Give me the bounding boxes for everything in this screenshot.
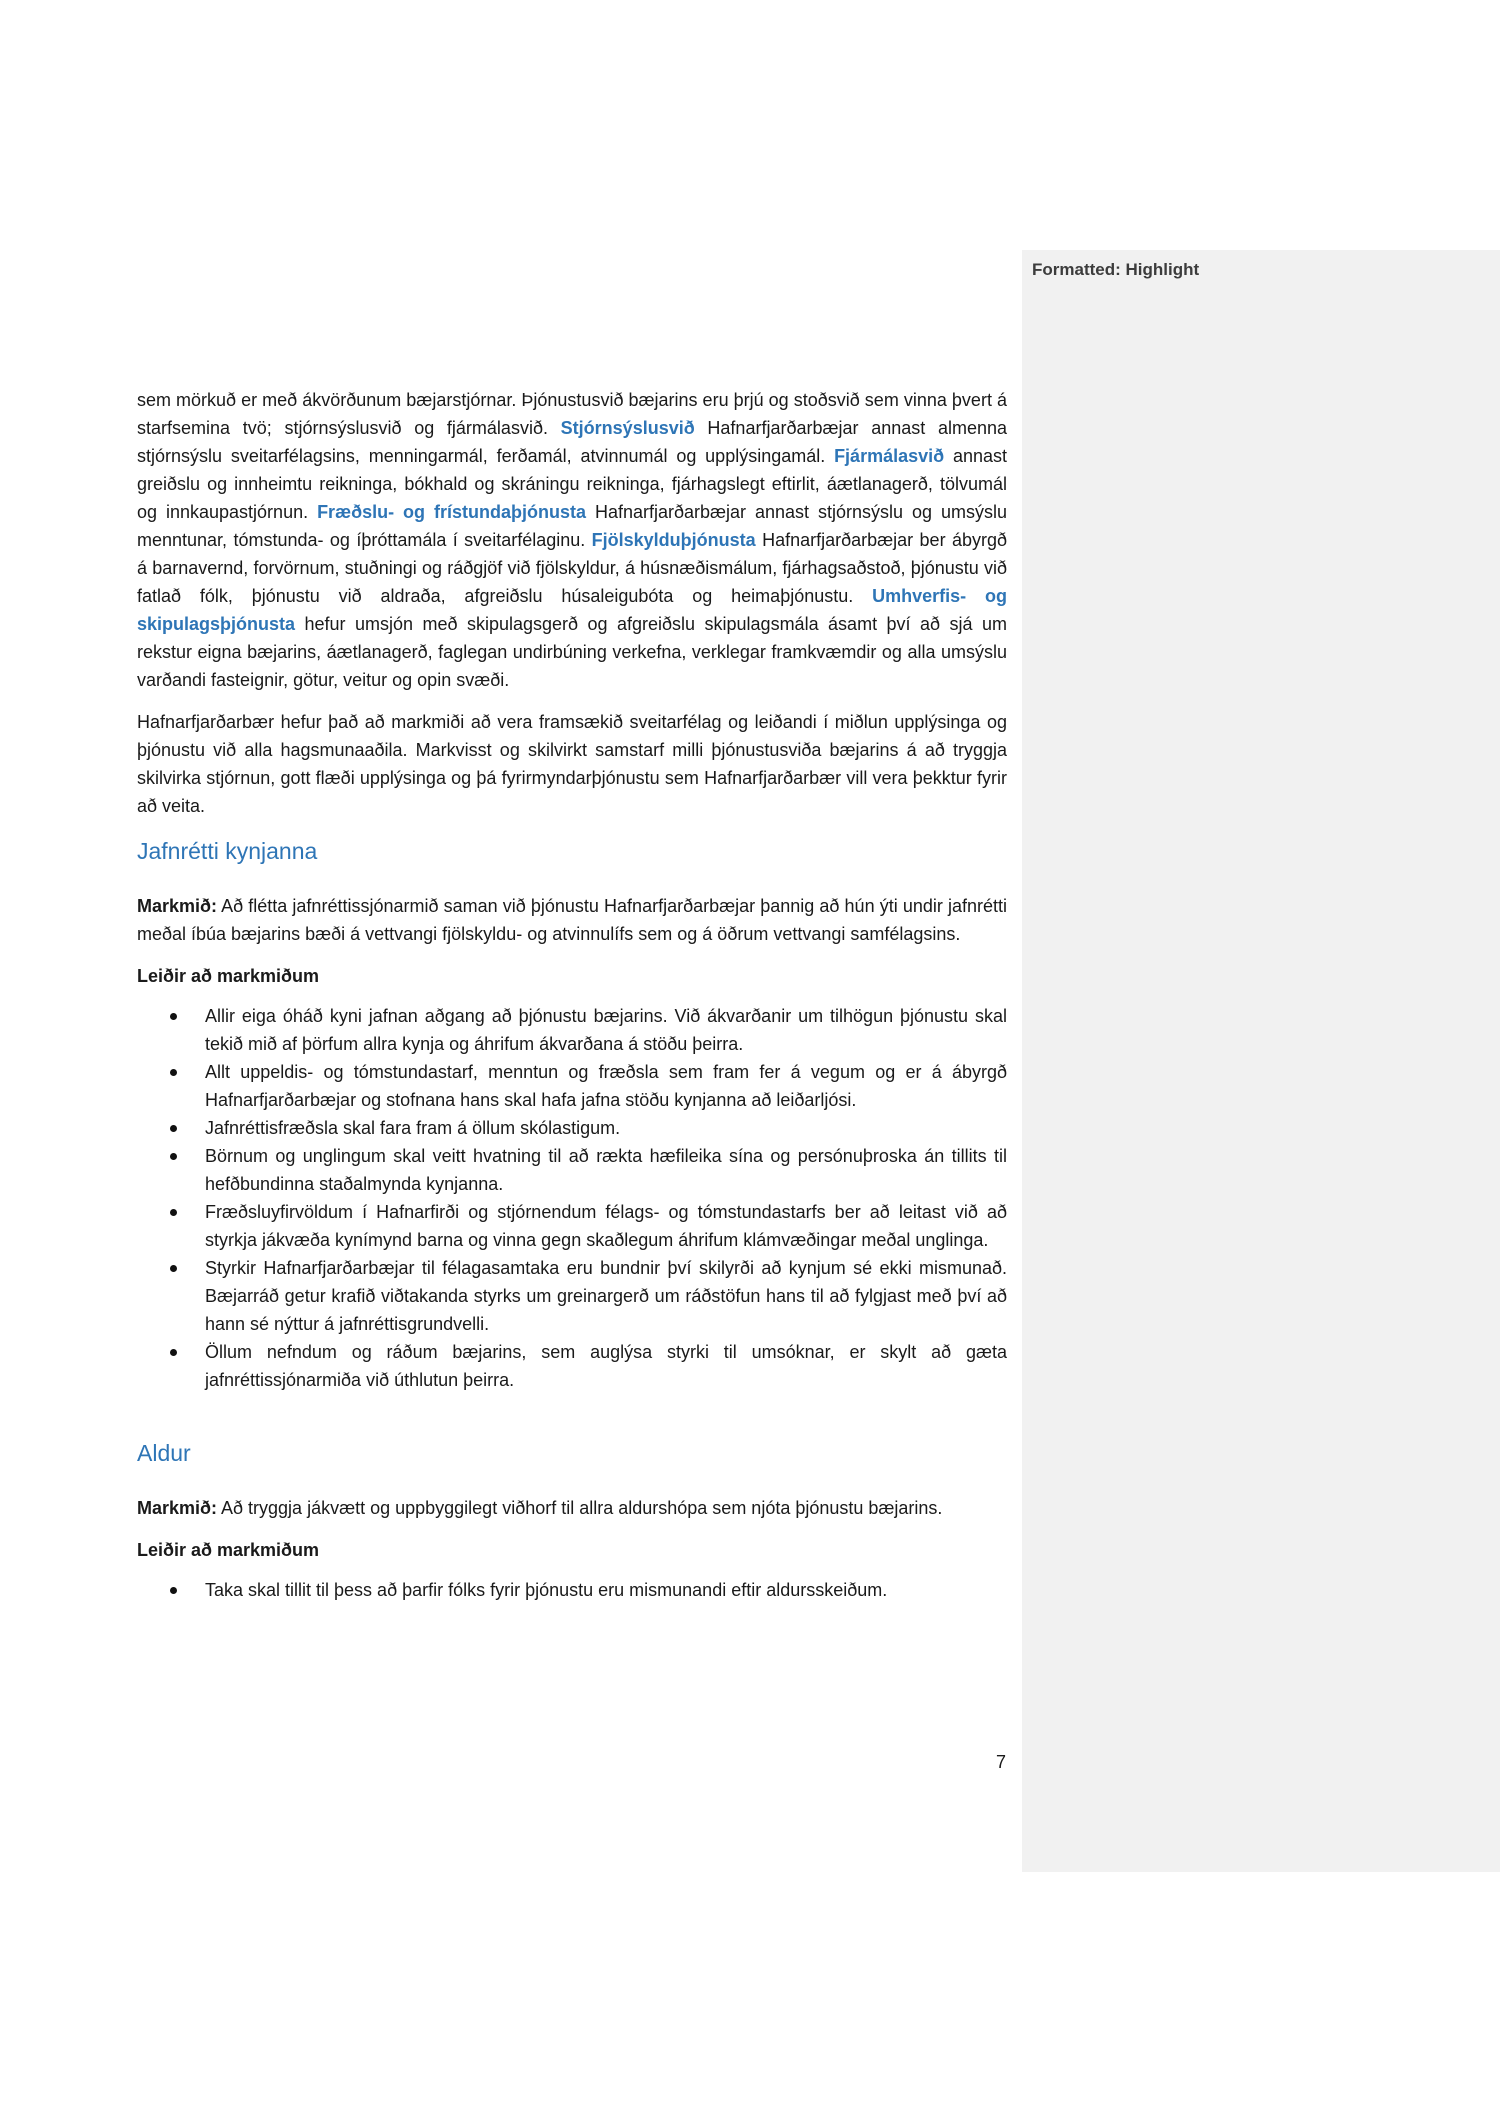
list-item-text: Allir eiga óháð kyni jafnan aðgang að þjónustu bæjarins. Við ákvarðanir um tilhögun þjónustu skal tekið mið af þörfum allra kynja og áhrifum ákvarðana á stöðu þeirra.: [205, 1006, 1007, 1054]
text-run: hefur umsjón með skipulagsgerð og afgreiðslu skipulagsmála ásamt því að sjá um rekstur eigna bæjarins, áætlanagerð, faglegan undirbúning verkefna, verklegar framkvæmdir og alla umsýslu varðandi fasteignir, götur, veitur og opin svæði.: [137, 614, 1007, 690]
goal-paragraph: [137, 892, 1007, 948]
bullet-icon: [170, 1349, 177, 1356]
goal-paragraph: [137, 1494, 1007, 1522]
list-item: [137, 1254, 1007, 1338]
list-item-text: Allt uppeldis- og tómstundastarf, menntun og fræðsla sem fram fer á vegum og er á ábyrgð Hafnarfjarðarbæjar og stofnana hans skal hafa jafna stöðu kynjanna að leiðarljósi.: [205, 1062, 1007, 1110]
list-item: [137, 1338, 1007, 1394]
goal-text: Að flétta jafnréttissjónarmið saman við þjónustu Hafnarfjarðarbæjar þannig að hún ýti undir jafnrétti meðal íbúa bæjarins bæði á vettvangi fjölskyldu- og atvinnulífs sem og á öðrum vettvangi samfélagsins.: [137, 896, 1007, 944]
bullet-list: [137, 1576, 1007, 1604]
list-item-text: Börnum og unglingum skal veitt hvatning til að rækta hæfileika sína og persónuþroska án tillits til hefðbundinna staðalmynda kynjanna.: [205, 1146, 1007, 1194]
highlight-term: Fjölskylduþjónusta: [591, 530, 756, 550]
bullet-list: [137, 1002, 1007, 1394]
text-run: Hafnarfjarðarbæjar annast almenna stjórnsýslu sveitarfélagsins, menningarmál, ferðamál, atvinnumál og upplýsingamál.: [137, 418, 1007, 466]
intro-paragraph: [137, 386, 1007, 694]
ways-label: Leiðir að markmiðum: [137, 966, 320, 986]
list-item: [137, 1058, 1007, 1114]
comment-label: Formatted: Highlight: [1032, 260, 1200, 279]
bullet-icon: [170, 1587, 177, 1594]
list-item-text: Styrkir Hafnarfjarðarbæjar til félagasamtaka eru bundnir því skilyrði að kynjum sé ekki mismunað. Bæjarráð getur krafið viðtakanda styrks um greinargerð um ráðstöfun hans til að fylgjast með því að hann sé nýttur á jafnréttisgrundvelli.: [205, 1258, 1007, 1334]
list-item-text: Öllum nefndum og ráðum bæjarins, sem auglýsa styrki til umsóknar, er skylt að gæta jafnréttissjónarmiða við úthlutun þeirra.: [205, 1342, 1007, 1390]
bullet-icon: [170, 1209, 177, 1216]
bullet-icon: [170, 1013, 177, 1020]
highlight-term: Stjórnsýslusvið: [560, 418, 695, 438]
bullet-icon: [170, 1265, 177, 1272]
list-item: [137, 1142, 1007, 1198]
comment-pane: [1022, 250, 1500, 1872]
section-heading-gender-equality: Jafnrétti kynjanna: [137, 838, 318, 864]
text-run: Hafnarfjarðarbæjar ber ábyrgð á barnavernd, forvörnum, stuðningi og ráðgjöf við fjölskyldur, á húsnæðismálum, fjárhagsaðstoð, þjónustu við fatlað fólk, þjónustu við aldraða, afgreiðslu húsaleigubóta og heimaþjónustu.: [137, 530, 1007, 606]
highlight-term: Fjármálasvið: [834, 446, 945, 466]
bullet-icon: [170, 1125, 177, 1132]
section-heading-age: Aldur: [137, 1440, 191, 1466]
list-item: [137, 1114, 1007, 1142]
list-item-text: Fræðsluyfirvöldum í Hafnarfirði og stjórnendum félags- og tómstundastarfs ber að leitast við að styrkja jákvæða kynímynd barna og vinna gegn skaðlegum áhrifum klámvæðingar meðal unglinga.: [205, 1202, 1007, 1250]
list-item-text: Jafnréttisfræðsla skal fara fram á öllum skólastigum.: [205, 1118, 621, 1138]
ways-label: Leiðir að markmiðum: [137, 1540, 320, 1560]
list-item-text: Taka skal tillit til þess að þarfir fólks fyrir þjónustu eru mismunandi eftir aldursskeiðum.: [205, 1580, 888, 1600]
text-run: Hafnarfjarðarbæjar annast stjórnsýslu og umsýslu menntunar, tómstunda- og íþróttamála í sveitarfélaginu.: [137, 502, 1007, 550]
list-item: [137, 1002, 1007, 1058]
goal-label: Markmið:: [137, 1498, 218, 1518]
document-body: [137, 386, 1007, 1614]
goal-text: Að tryggja jákvætt og uppbyggilegt viðhorf til allra aldurshópa sem njóta þjónustu bæjarins.: [217, 1498, 943, 1518]
highlight-term: Umhverfis- og skipulagsþjónusta: [137, 586, 1007, 634]
list-item: [137, 1198, 1007, 1254]
list-item: [137, 1576, 1007, 1604]
bullet-icon: [170, 1069, 177, 1076]
second-paragraph: Hafnarfjarðarbær hefur það að markmiði að vera framsækið sveitarfélag og leiðandi í miðlun upplýsinga og þjónustu við alla hagsmunaaðila. Markvisst og skilvirkt samstarf milli þjónustusviða bæjarins á að tryggja skilvirka stjórnun, gott flæði upplýsinga og þá fyrirmyndarþjónustu sem Hafnarfjarðarbær vill vera þekktur fyrir að veita.: [137, 712, 1007, 816]
text-run: sem mörkuð er með ákvörðunum bæjarstjórnar. Þjónustusvið bæjarins eru þrjú og stoðsvið sem vinna þvert á starfsemina tvö; stjórnsýslusvið og fjármálasvið.: [137, 390, 1007, 438]
bullet-icon: [170, 1153, 177, 1160]
page-number: 7: [996, 1752, 1007, 1772]
text-run: annast greiðslu og innheimtu reikninga, bókhald og skráningu reikninga, fjárhagslegt eftirlit, áætlanagerð, tölvumál og innkaupastjórnun.: [137, 446, 1007, 522]
goal-label: Markmið:: [137, 896, 218, 916]
highlight-term: Fræðslu- og frístundaþjónusta: [317, 502, 586, 522]
